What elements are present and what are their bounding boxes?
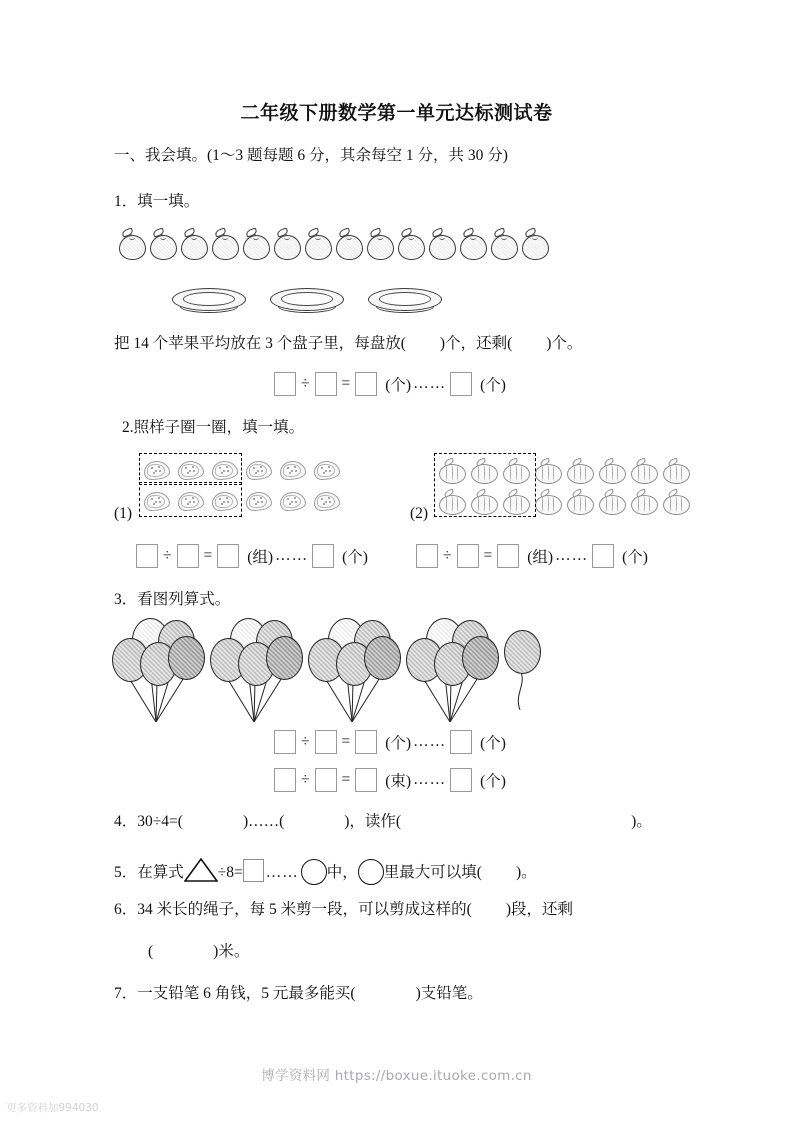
answer-box[interactable]	[355, 372, 377, 396]
question-7	[114, 984, 483, 1004]
circling-box-melon-top	[139, 453, 242, 485]
equals-symbol: =	[341, 375, 351, 392]
question-4	[114, 812, 652, 832]
divide-symbol: ÷	[301, 771, 310, 788]
watermelon-slice-icon	[245, 458, 271, 480]
pumpkin-icon	[630, 459, 657, 483]
watermelon-slice-icon	[279, 458, 305, 480]
balloon-icon	[266, 636, 303, 680]
watermelon-slice-icon	[313, 458, 339, 480]
circle-placeholder-icon[interactable]	[358, 859, 384, 885]
apple-icon	[149, 228, 176, 258]
answer-box[interactable]	[355, 730, 377, 754]
question-1-prompt: 填一填。	[137, 193, 200, 210]
unit-label: (个)	[480, 735, 506, 752]
q6-part-c: (	[148, 943, 154, 960]
apple-icon	[304, 228, 331, 258]
pumpkin-icon	[630, 490, 657, 514]
divide-symbol: ÷	[163, 547, 172, 564]
remainder-dots: ……	[265, 864, 299, 881]
apple-icon	[273, 228, 300, 258]
answer-box[interactable]	[497, 544, 519, 568]
q4-part-d: )。	[631, 813, 652, 830]
unit-label: (束)	[385, 773, 412, 790]
q6-part-b: )段，还剩	[505, 901, 573, 918]
answer-box[interactable]	[217, 544, 239, 568]
q6-part-a: 34 米长的绳子，每 5 米剪一段，可以剪成这样的(	[137, 901, 472, 918]
answer-box[interactable]	[315, 768, 337, 792]
balloon-group	[110, 618, 550, 728]
unit-label: (个)	[480, 377, 506, 394]
pumpkin-icon	[534, 459, 561, 483]
question-2-label-2: (2)	[410, 505, 429, 522]
question-2-number: 2.	[122, 419, 134, 436]
question-1-number: 1．	[114, 193, 138, 210]
circling-box-pumpkin	[434, 453, 536, 517]
apple-icon	[521, 228, 548, 258]
balloon-icon	[364, 636, 401, 680]
q1-text-a: 把 14 个苹果平均放在 3 个盘子里，每盘放(	[114, 335, 406, 352]
answer-box[interactable]	[136, 544, 158, 568]
unit-label: (个)	[480, 773, 506, 790]
answer-box[interactable]	[450, 768, 472, 792]
apple-icon	[211, 228, 238, 258]
answer-box[interactable]	[274, 730, 296, 754]
question-2-label-1: (1)	[114, 505, 133, 522]
remainder-dots: ……	[555, 547, 589, 564]
pumpkin-icon	[598, 459, 625, 483]
question-3-equation-2	[272, 768, 506, 792]
remainder-dots: ……	[413, 771, 447, 788]
unit-label: (组)	[527, 549, 554, 566]
answer-box[interactable]	[457, 544, 479, 568]
question-4-number: 4．	[114, 813, 138, 830]
divide-symbol: ÷	[301, 733, 310, 750]
answer-box[interactable]	[312, 544, 334, 568]
watermelon-slice-icon	[245, 489, 271, 511]
pumpkin-icon	[662, 490, 689, 514]
apple-icon	[459, 228, 486, 258]
divide-symbol: ÷	[301, 375, 310, 392]
footer-corner-note: 更多资料加994030	[6, 1102, 99, 1114]
pumpkin-icon	[566, 459, 593, 483]
question-1-text	[114, 334, 582, 354]
q7-part-a: 一支铅笔 6 角钱，5 元最多能买(	[137, 985, 356, 1002]
remainder-dots: ……	[413, 733, 447, 750]
answer-box[interactable]	[355, 768, 377, 792]
apple-icon	[397, 228, 424, 258]
q5-part-b: ÷8=	[217, 864, 243, 881]
answer-box[interactable]	[315, 730, 337, 754]
balloon-icon	[168, 636, 205, 680]
question-3-number: 3．	[114, 591, 138, 608]
q5-part-c: 中，	[326, 864, 358, 881]
q5-part-d: 里最大可以填(	[383, 864, 482, 881]
unit-label: (个)	[342, 549, 368, 566]
unit-label: (个)	[622, 549, 648, 566]
balloon-bunch	[208, 618, 316, 730]
page-title: 二年级下册数学第一单元达标测试卷	[240, 102, 553, 124]
question-2-prompt: 照样子圈一圈，填一填。	[133, 419, 305, 436]
q7-part-b: )支铅笔。	[415, 985, 483, 1002]
question-7-number: 7．	[114, 985, 138, 1002]
equals-symbol: =	[203, 547, 213, 564]
question-3-equation-1	[272, 730, 506, 754]
watermelon-slice-icon	[279, 489, 305, 511]
apple-icon	[490, 228, 517, 258]
unit-label: (个)	[385, 377, 412, 394]
plate-icon	[172, 286, 246, 314]
question-2-equation-2	[414, 544, 648, 568]
answer-box[interactable]	[450, 372, 472, 396]
equals-symbol: =	[341, 771, 351, 788]
watermelon-slice-icon	[313, 489, 339, 511]
answer-box[interactable]	[450, 730, 472, 754]
pumpkin-icon	[598, 490, 625, 514]
q4-part-a: 30÷4=(	[137, 813, 183, 830]
answer-box[interactable]	[274, 768, 296, 792]
footer-watermark: 博学资料网 https://boxue.ituoke.com.cn	[261, 1068, 532, 1084]
apple-icon	[366, 228, 393, 258]
question-6-continued	[148, 942, 249, 962]
apple-icon	[118, 228, 145, 258]
balloon-bunch	[110, 618, 218, 730]
answer-box[interactable]	[274, 372, 296, 396]
balloon-bunch	[404, 618, 512, 730]
equals-symbol: =	[483, 547, 493, 564]
plate-icon	[270, 286, 344, 314]
answer-box[interactable]	[416, 544, 438, 568]
pumpkin-icon	[566, 490, 593, 514]
balloon-bunch	[306, 618, 414, 730]
q6-part-d: )米。	[213, 943, 250, 960]
question-2-heading	[122, 418, 304, 438]
answer-box[interactable]	[315, 372, 337, 396]
q4-part-c: )，读作(	[344, 813, 402, 830]
equals-symbol: =	[341, 733, 351, 750]
q5-part-e: )。	[515, 864, 537, 881]
apple-group	[118, 228, 548, 258]
answer-box[interactable]	[592, 544, 614, 568]
question-1-equation	[272, 372, 506, 396]
unit-label: (组)	[247, 549, 274, 566]
answer-box[interactable]	[177, 544, 199, 568]
question-2-equation-1	[134, 544, 368, 568]
pumpkin-icon	[534, 490, 561, 514]
apple-icon	[428, 228, 455, 258]
balloon-icon	[504, 630, 541, 674]
section-heading: 一、我会填。(1～3 题每题 6 分，其余每空 1 分，共 30 分)	[114, 147, 508, 164]
q5-part-a: 在算式	[137, 864, 184, 881]
question-3-heading	[114, 590, 230, 610]
unit-label: (个)	[385, 735, 412, 752]
question-3-prompt: 看图列算式。	[137, 591, 231, 608]
apple-icon	[335, 228, 362, 258]
remainder-dots: ……	[275, 547, 309, 564]
question-5-number: 5．	[114, 864, 138, 881]
plate-icon	[368, 286, 442, 314]
question-1-heading	[114, 192, 199, 212]
q4-part-b: )……(	[242, 813, 285, 830]
triangle-placeholder-icon[interactable]	[184, 858, 218, 882]
single-balloon	[502, 628, 610, 740]
plate-group	[172, 286, 442, 314]
remainder-dots: ……	[413, 375, 447, 392]
balloon-icon	[462, 636, 499, 680]
question-6	[114, 900, 573, 920]
pumpkin-icon	[662, 459, 689, 483]
apple-icon	[180, 228, 207, 258]
apple-icon	[242, 228, 269, 258]
q1-text-c: )个。	[546, 335, 583, 352]
question-6-number: 6．	[114, 901, 138, 918]
circling-box-melon-bottom	[139, 482, 242, 517]
question-5	[114, 858, 537, 885]
q1-text-b: )个，还剩(	[439, 335, 513, 352]
divide-symbol: ÷	[443, 547, 452, 564]
circle-placeholder-icon[interactable]	[301, 859, 327, 885]
answer-box[interactable]	[243, 859, 264, 882]
